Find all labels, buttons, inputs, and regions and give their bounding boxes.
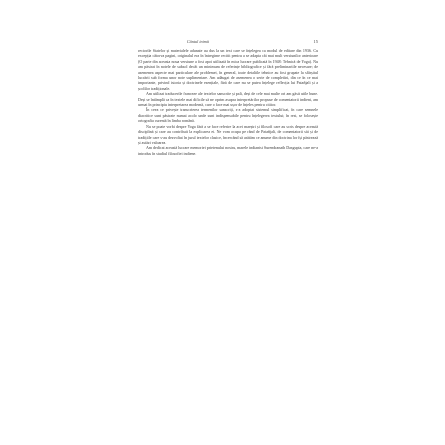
page-header — [138, 39, 318, 47]
paragraph: rectorile Statelor și materialele adunate au dus la un text care se înțelegea ca modul de editare din 1936. Cu excepția câtorva pagini, originalul era în întregime recitit pentru a se adapta cât mai mult versiunilor anterioare (O parte din aceasta noua versiune a fost apoi utilizată în mica lucrare publicată în 1948: Tehnică de Yoga). Nu am păstrat în notele de subsol decât un minimum de referințe bibliografice și fără preliminariile necesare; de asemenea aspecte mai particulare ale problemei, în general, toate detaliile tehnice au fost grupate la sfârșitul lucrării sub forma unor note suplimentare. Am adăugat de asemenea o serie de completări, din ce în ce mai importante, privind istoria și doctrinele esențiale, fără de care nu se putea înțelege reflecția lui Patañjali și a școlilor tradiționale. — [138, 48, 318, 91]
paragraph: Nu se poate vorbi despre Yoga fără a se face referire la acei maeștri și filosofi care au scris despre această disciplină și care au contribuit la explicarea ei. Ne vom ocupa pe rând de Patañjali, de comentatorii săi și de tradițiile care s-au dezvoltat în jurul textelor clasice, încercând să arătăm ce anume din doctrina lor își păstrează și astăzi valoarea. — [138, 123, 318, 145]
running-title: Cântul inimii — [186, 39, 210, 44]
body-text — [138, 48, 318, 392]
paragraph: Am dedicat această lucrare memoriei prietenului nostru, marele indianist Surendranath Dasgupta, care ne-a introdus în studiul filosofiei indiene. — [138, 145, 318, 156]
paragraph: Am utilizat traducerile franceze ale textelor sanscrite și pali, deși de cele mai multe ori am găsit utile bune. Deși se întâmplă ca în textele mai dificile să ne oprim asupra interpretărilor propuse de comentatorii indieni, am urmat în principiu interpretarea modernă, care o face mai ușor de înțeles pentru cititor. — [138, 91, 318, 108]
paragraph: În ceea ce privește transcrierea termenilor sanscriți, s-a adoptat sistemul simplificat, în care semnele diacritice sunt păstrate numai acolo unde sunt indispensabile pentru înțelegerea textului; în rest, se folosește ortografia curentă în limba română. — [138, 107, 318, 124]
page-number: 15 — [313, 39, 318, 44]
